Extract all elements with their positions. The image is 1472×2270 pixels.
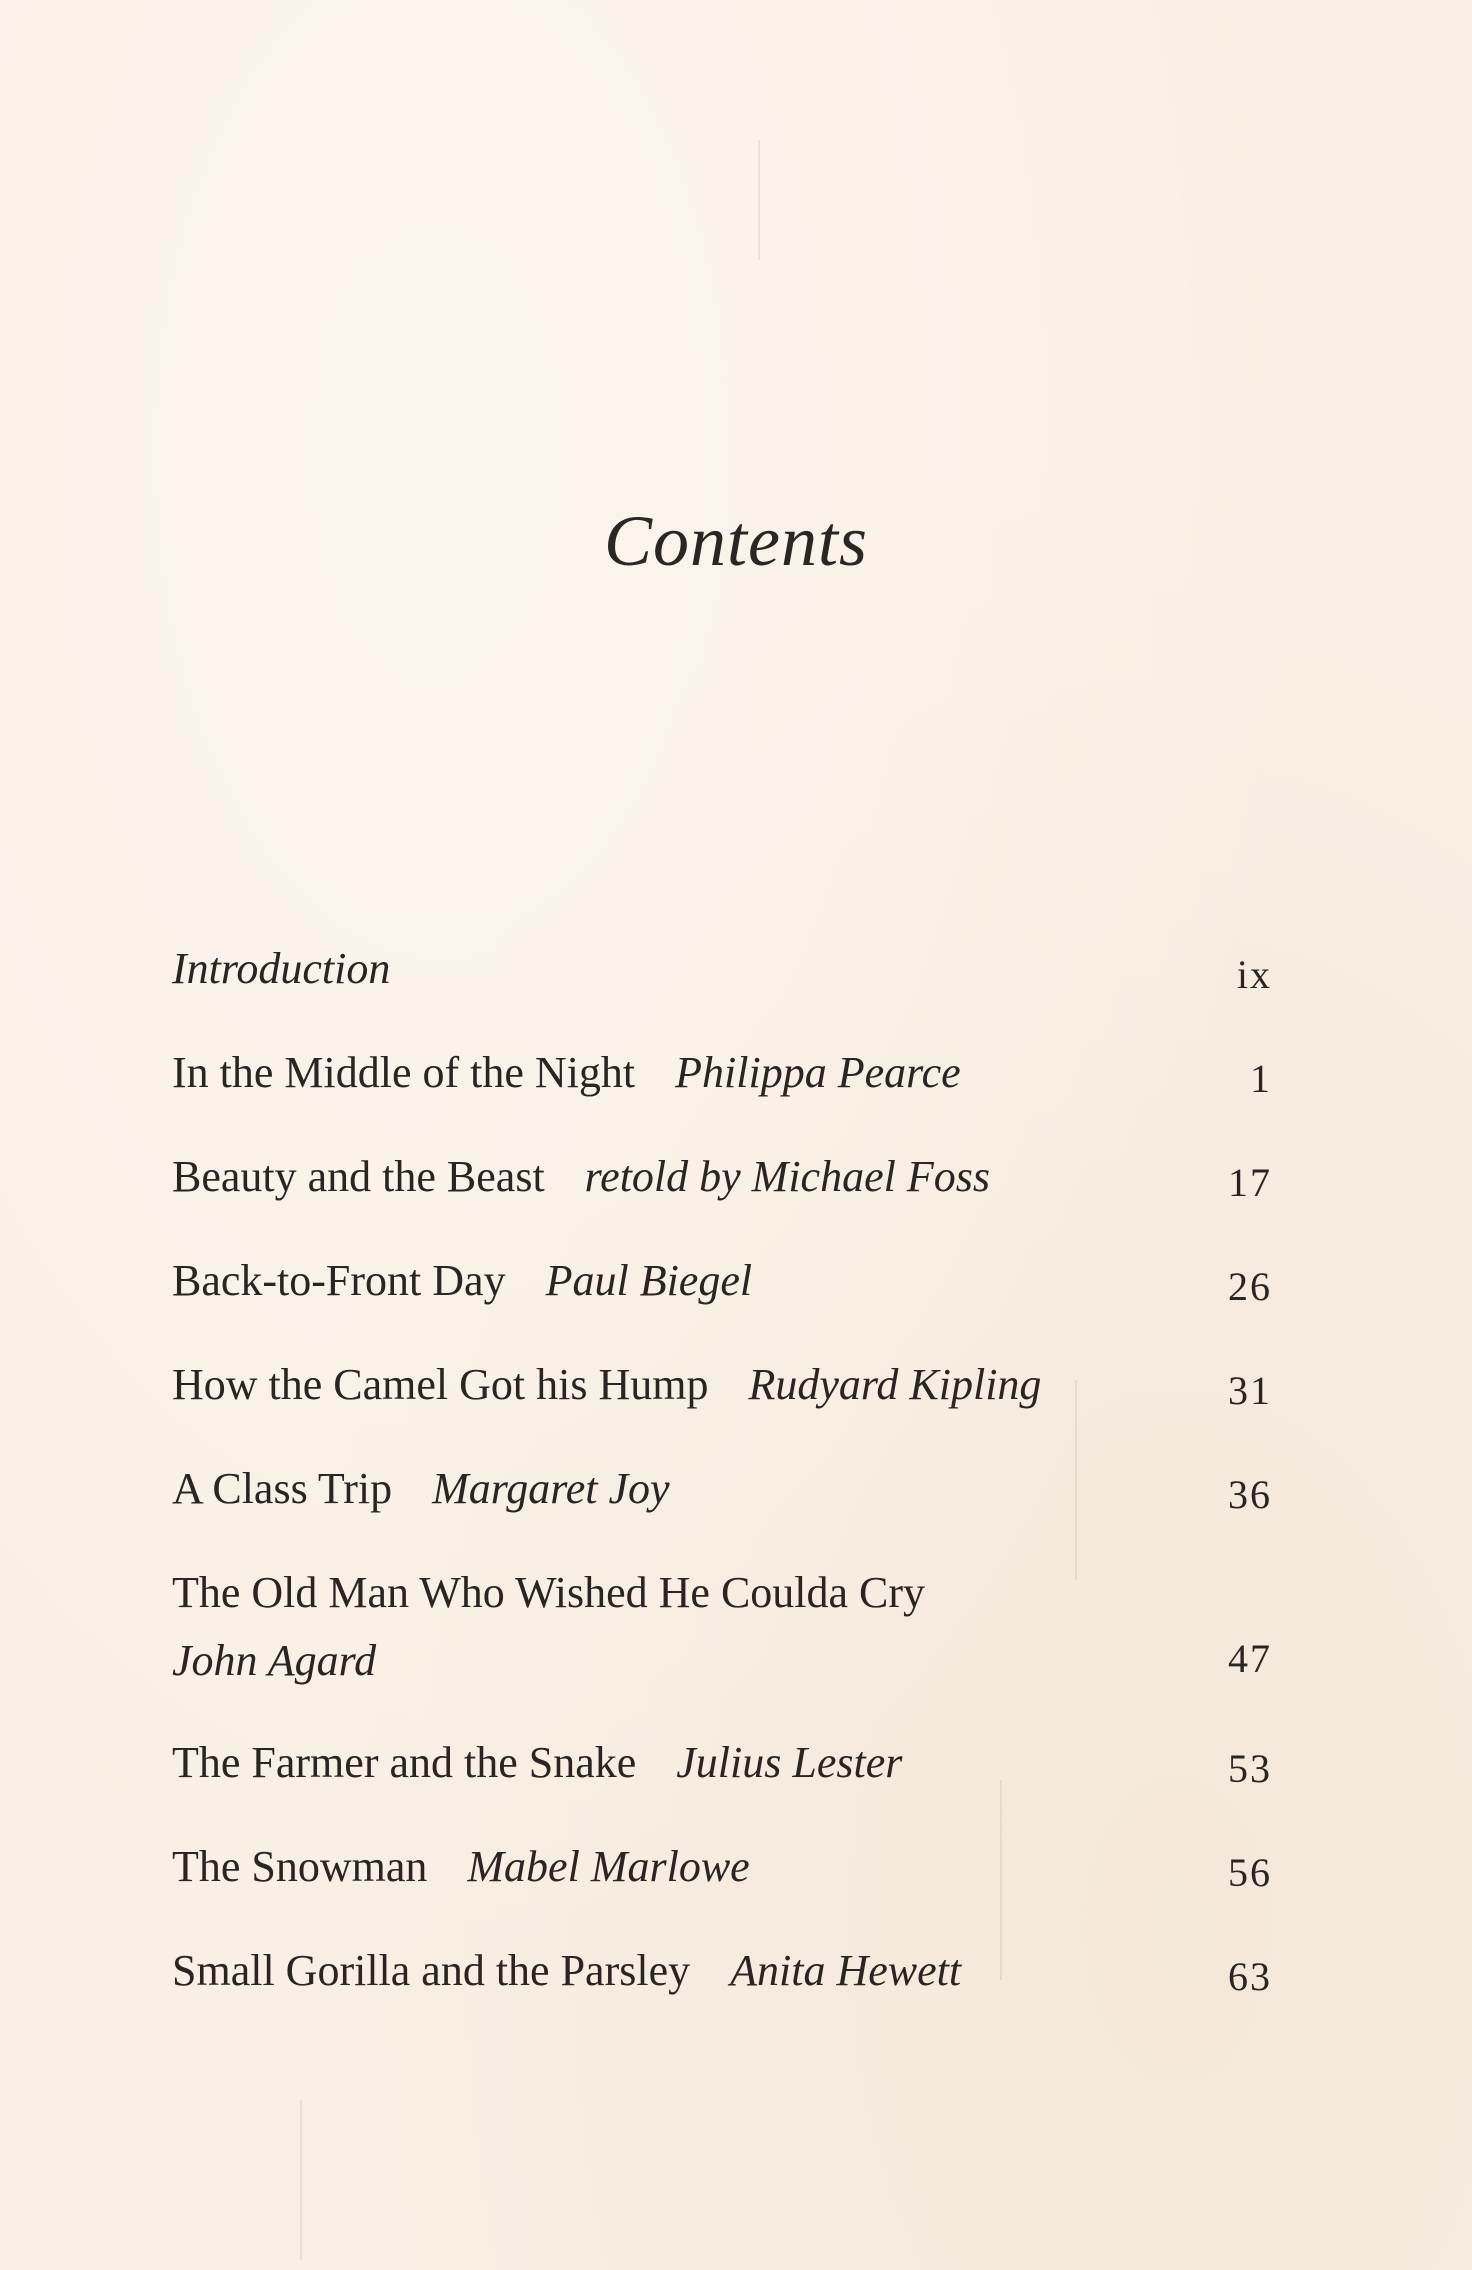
page-title: Contents <box>603 501 868 581</box>
story-author: Paul Biegel <box>545 1256 753 1305</box>
story-title: The Old Man Who Wished He Coulda Cry <box>172 1568 926 1617</box>
toc-entry <box>172 1247 1272 1351</box>
story-title: In the Middle of the Night <box>172 1048 636 1097</box>
page-number: 17 <box>1228 1160 1272 1205</box>
story-title: Small Gorilla and the Parsley <box>172 1946 691 1995</box>
paper-crease <box>300 2100 302 2260</box>
page-number: 36 <box>1228 1472 1272 1517</box>
story-title: How the Camel Got his Hump <box>172 1360 709 1409</box>
story-title: The Snowman <box>172 1842 428 1891</box>
toc-entry <box>172 1039 1272 1143</box>
toc-entry <box>172 1351 1272 1455</box>
toc-entry <box>172 1937 1272 2041</box>
story-author: Rudyard Kipling <box>748 1360 1042 1409</box>
paper-crease <box>758 140 760 260</box>
story-author: Anita Hewett <box>730 1946 962 1995</box>
toc-entry <box>172 1559 1272 1729</box>
page-number: ix <box>1236 952 1272 997</box>
story-author: Philippa Pearce <box>675 1048 961 1097</box>
page-number: 26 <box>1228 1264 1272 1309</box>
story-title: Introduction <box>172 944 391 993</box>
toc-entry-introduction <box>172 935 1272 1039</box>
page-number: 1 <box>1250 1056 1272 1101</box>
story-title: Beauty and the Beast <box>172 1152 545 1201</box>
story-author: Mabel Marlowe <box>467 1842 750 1891</box>
page-number: 47 <box>1228 1636 1272 1681</box>
story-title: The Farmer and the Snake <box>172 1738 637 1787</box>
toc-entry <box>172 1833 1272 1937</box>
toc-entry <box>172 1729 1272 1833</box>
story-author: Margaret Joy <box>432 1464 670 1513</box>
page-number: 63 <box>1228 1954 1272 1999</box>
story-title: A Class Trip <box>172 1464 393 1513</box>
page-number: 56 <box>1228 1850 1272 1895</box>
page-number: 31 <box>1228 1368 1272 1413</box>
story-title: Back-to-Front Day <box>172 1256 506 1305</box>
toc-entry <box>172 1143 1272 1247</box>
story-author: Julius Lester <box>676 1738 903 1787</box>
page-number: 53 <box>1228 1746 1272 1791</box>
story-author: retold by Michael Foss <box>584 1152 990 1201</box>
table-of-contents <box>172 935 1272 2041</box>
story-author: John Agard <box>172 1636 377 1685</box>
toc-entry <box>172 1455 1272 1559</box>
